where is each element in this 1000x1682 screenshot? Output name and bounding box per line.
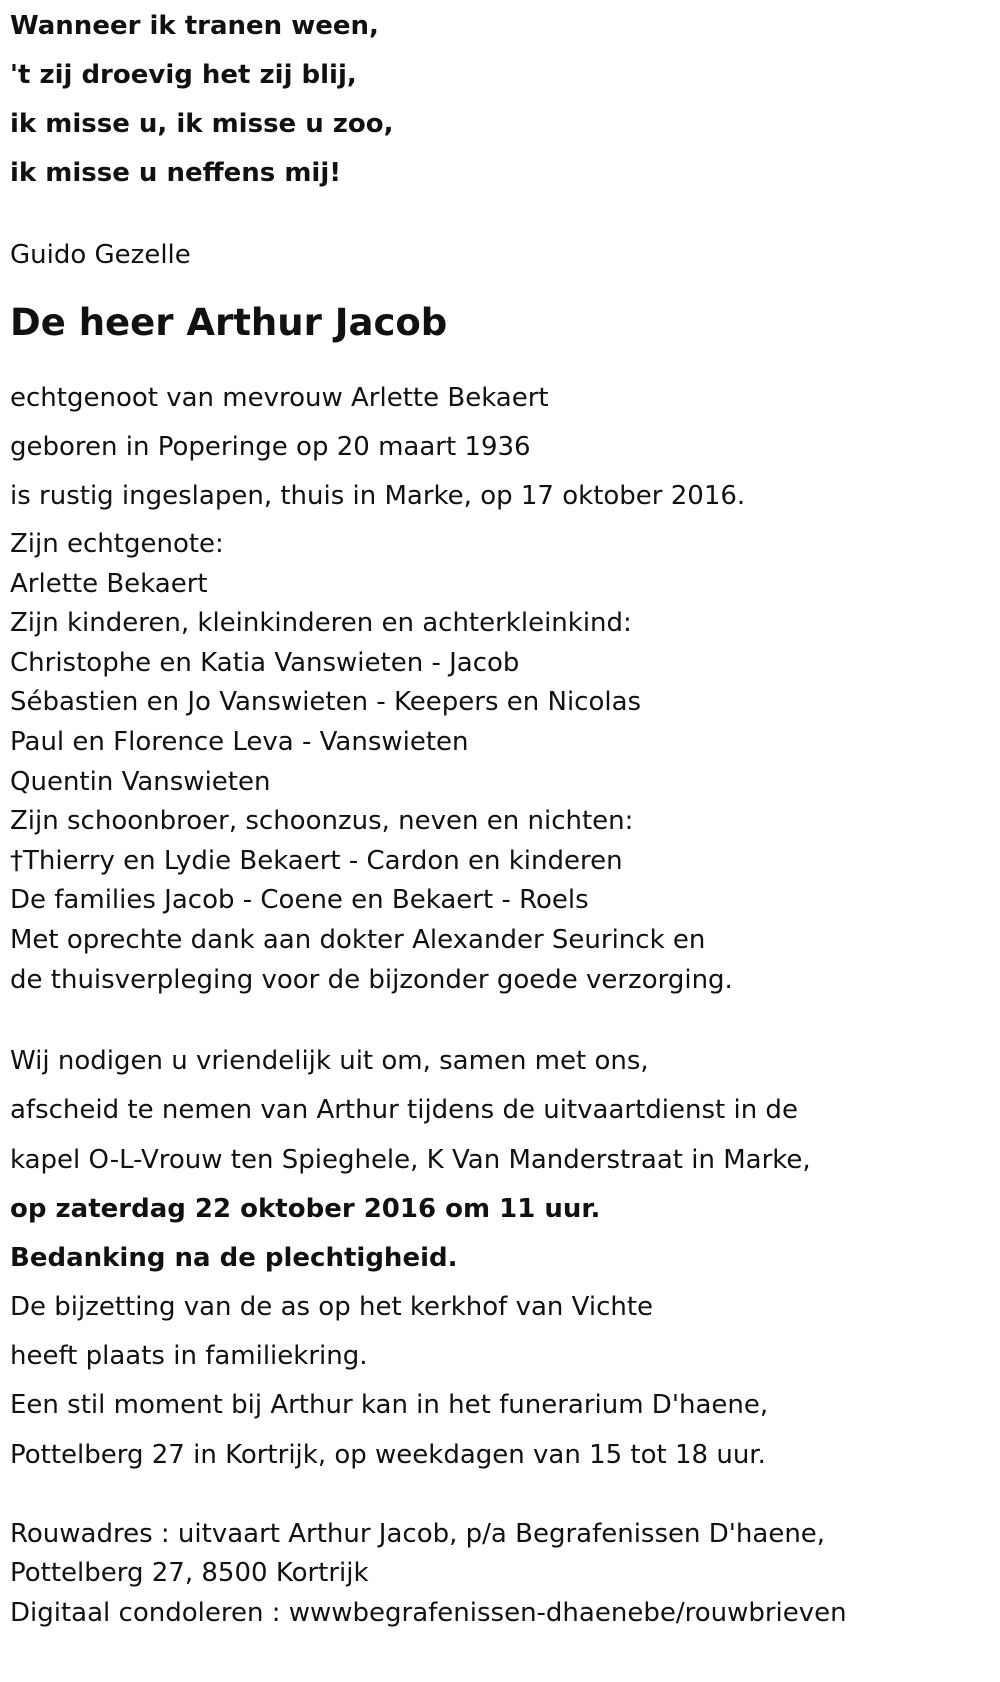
family-line: Zijn echtgenote: bbox=[10, 529, 224, 559]
personal-facts bbox=[10, 378, 1000, 525]
poem-line: ik misse u neffens mij! bbox=[10, 158, 342, 188]
family-line: Met oprechte dank aan dokter Alexander Seurinck en bbox=[10, 924, 706, 955]
service-detail-line: De bijzetting van de as op het kerkhof van Vichte bbox=[10, 1292, 654, 1323]
family-line: †Thierry en Lydie Bekaert - Cardon en kinderen bbox=[10, 845, 623, 876]
service-detail-line: heeft plaats in familiekring. bbox=[10, 1341, 368, 1372]
digital-condolence: Digitaal condoleren : wwwbegrafenissen-dhaenebe/rouwbrieven bbox=[10, 1598, 847, 1628]
fact-line: geboren in Poperinge op 20 maart 1936 bbox=[10, 432, 531, 462]
contact-info bbox=[10, 1515, 1000, 1634]
service-intro-line: kapel O-L-Vrouw ten Spieghele, K Van Manderstraat in Marke, bbox=[10, 1144, 811, 1175]
mourning-address-line-2: Pottelberg 27, 8500 Kortrijk bbox=[10, 1558, 369, 1589]
family-line: de thuisverpleging voor de bijzonder goede verzorging. bbox=[10, 964, 733, 995]
poem bbox=[10, 0, 1000, 204]
fact-line: is rustig ingeslapen, thuis in Marke, op 17 oktober 2016. bbox=[10, 481, 746, 511]
page-title: De heer Arthur Jacob bbox=[10, 301, 448, 344]
family-line: Paul en Florence Leva - Vanswieten bbox=[10, 726, 469, 757]
service-detail-line: Pottelberg 27 in Kortrijk, op weekdagen van 15 tot 18 uur. bbox=[10, 1439, 766, 1470]
family-line: Quentin Vanswieten bbox=[10, 766, 271, 797]
mourning-address: Rouwadres : uitvaart Arthur Jacob, p/a Begrafenissen D'haene, bbox=[10, 1518, 826, 1549]
poem-author: Guido Gezelle bbox=[10, 240, 191, 270]
poem-line: 't zij droevig het zij blij, bbox=[10, 60, 357, 90]
service-info bbox=[10, 1041, 1000, 1484]
poem-line: ik misse u, ik misse u zoo, bbox=[10, 109, 394, 139]
family-list bbox=[10, 525, 1000, 1000]
family-line: Arlette Bekaert bbox=[10, 568, 208, 599]
family-line: De families Jacob - Coene en Bekaert - Roels bbox=[10, 885, 589, 916]
family-line: Zijn kinderen, kleinkinderen en achterkleinkind: bbox=[10, 608, 632, 639]
service-date: op zaterdag 22 oktober 2016 om 11 uur. bbox=[10, 1193, 601, 1224]
poem-line: Wanneer ik tranen ween, bbox=[10, 11, 379, 41]
service-intro-line: afscheid te nemen van Arthur tijdens de uitvaartdienst in de bbox=[10, 1095, 798, 1126]
family-line: Sébastien en Jo Vanswieten - Keepers en Nicolas bbox=[10, 687, 642, 718]
service-detail-line: Een stil moment bij Arthur kan in het funerarium D'haene, bbox=[10, 1390, 769, 1421]
family-line: Zijn schoonbroer, schoonzus, neven en nichten: bbox=[10, 806, 634, 837]
service-thanks: Bedanking na de plechtigheid. bbox=[10, 1242, 458, 1273]
fact-line: echtgenoot van mevrouw Arlette Bekaert bbox=[10, 383, 549, 413]
family-line: Christophe en Katia Vanswieten - Jacob bbox=[10, 647, 520, 678]
service-intro-line: Wij nodigen u vriendelijk uit om, samen met ons, bbox=[10, 1046, 649, 1077]
